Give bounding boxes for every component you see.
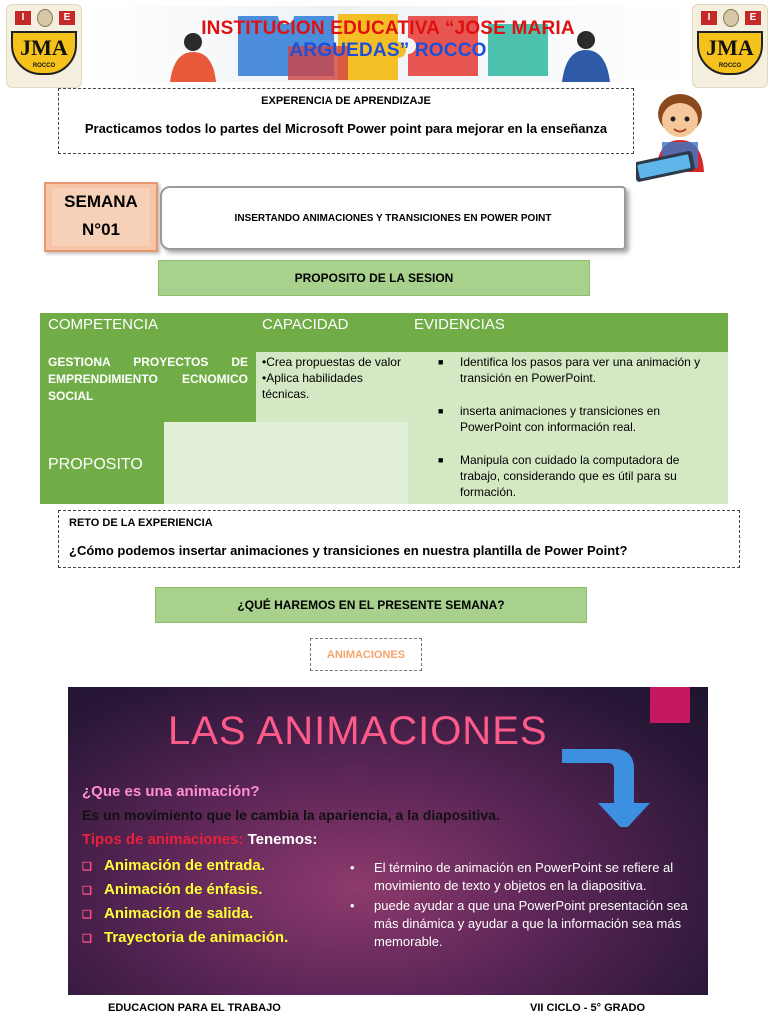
evidencia-item [426, 452, 720, 500]
animation-type-item [82, 857, 288, 874]
experiencia-heading: EXPERENCIA DE APRENDIZAJE [261, 95, 431, 107]
square-bullet-icon: ❑ [82, 885, 92, 897]
semana-label: SEMANA [64, 192, 138, 211]
logo-portrait-icon [723, 9, 739, 27]
experiencia-box [58, 88, 634, 154]
evidencia-item [426, 354, 720, 386]
animaciones-label: ANIMACIONES [310, 638, 422, 671]
slide-definition: Es un movimiento que le cambia la apariencia, a la diapositiva. [82, 807, 500, 823]
bullet-dot-icon: • [350, 860, 355, 875]
student-tablet-illustration [636, 86, 722, 186]
slide-tipos-label: Tipos de animaciones: [82, 831, 244, 848]
semana-number: N°01 [82, 220, 120, 239]
reto-box [58, 510, 740, 568]
header-competencia: COMPETENCIA [48, 316, 159, 333]
evidencia-item [426, 403, 720, 435]
footer-left: EDUCACION PARA EL TRABAJO [108, 1002, 281, 1014]
animation-type-text: Animación de entrada. [104, 857, 265, 874]
evidencia-text: Manipula con cuidado la computadora de trabajo, considerando que es útil para su formación. [460, 453, 680, 499]
logo-bottom-text: ROCCO [718, 63, 742, 69]
square-bullet-icon: ❑ [82, 933, 92, 945]
proposito-label-cell: PROPOSITO [40, 422, 164, 504]
animaciones-slide [68, 687, 708, 995]
square-bullet-icon: ❑ [82, 909, 92, 921]
logo-main-text: JMA [20, 35, 68, 60]
animation-type-text: Trayectoria de animación. [104, 929, 289, 946]
semana-box [44, 182, 158, 252]
capacidad-item: •Crea propuestas de valor [262, 355, 401, 369]
square-bullet-icon: ■ [438, 455, 444, 465]
square-bullet-icon: ■ [438, 357, 444, 367]
school-logo-left [6, 4, 82, 88]
slide-right-bullet [350, 859, 698, 895]
bullet-dot-icon: • [350, 898, 355, 913]
evidencias-cell [408, 352, 728, 504]
footer-right: VII CICLO - 5° GRADO [530, 1002, 646, 1014]
slide-right-bullets [350, 859, 698, 951]
slide-right-text: El término de animación en PowerPoint se refiere al movimiento de texto y objetos en la diapositiva. [374, 860, 674, 893]
logo-letter-e: E [745, 11, 761, 25]
logo-shield [697, 31, 763, 75]
school-title-line1: INSTITUCION EDUCATIVA “JOSE MARIA [201, 18, 575, 39]
slide-tipos-line [82, 831, 317, 848]
animation-type-item [82, 881, 288, 898]
animation-type-text: Animación de énfasis. [104, 881, 263, 898]
logo-letter-e: E [59, 11, 75, 25]
logo-letter-i: I [15, 11, 31, 25]
slide-right-text: puede ayudar a que una PowerPoint presentación sea más dinámica y ayudar a que la información sea más memorable. [374, 898, 688, 949]
logo-bottom-text: ROCCO [32, 63, 56, 69]
session-topic: INSERTANDO ANIMACIONES Y TRANSICIONES EN POWER POINT [160, 186, 626, 250]
reto-question: ¿Cómo podemos insertar animaciones y transiciones en nuestra plantilla de Power Point? [69, 543, 628, 558]
school-title [88, 18, 688, 62]
school-title-line2: ARGUEDAS” ROCCO [289, 40, 487, 61]
logo-portrait-icon [37, 9, 53, 27]
animation-type-item [82, 905, 288, 922]
capacidad-cell [256, 352, 408, 422]
slide-tenemos: Tenemos: [247, 831, 318, 848]
capacidad-item: •Aplica habilidades técnicas. [262, 371, 363, 401]
logo-shield [11, 31, 77, 75]
square-bullet-icon: ■ [438, 406, 444, 416]
reto-heading: RETO DE LA EXPERIENCIA [69, 517, 213, 529]
evidencia-text: inserta animaciones y transiciones en PowerPoint con información real. [460, 404, 661, 434]
school-logo-right [692, 4, 768, 88]
proposito-empty-cell [164, 422, 408, 504]
square-bullet-icon: ❑ [82, 861, 92, 873]
slide-accent-square [650, 687, 690, 723]
animation-type-item [82, 929, 288, 946]
header-banner [88, 6, 688, 82]
logo-main-text: JMA [706, 35, 754, 60]
slide-title: LAS ANIMACIONES [168, 709, 548, 753]
header-capacidad: CAPACIDAD [262, 316, 349, 333]
evidencia-text: Identifica los pasos para ver una animación y transición en PowerPoint. [460, 355, 701, 385]
animation-type-text: Animación de salida. [104, 905, 254, 922]
experiencia-text: Practicamos todos lo partes del Microsoft Power point para mejorar en la enseñanza [84, 121, 608, 136]
competencia-cell: GESTIONA PROYECTOS DE EMPRENDIMIENTO ECNOMICO SOCIAL [40, 352, 256, 422]
slide-right-bullet [350, 897, 698, 951]
curved-arrow-icon [562, 727, 662, 827]
logo-letter-i: I [701, 11, 717, 25]
slide-question: ¿Que es una animación? [82, 783, 260, 800]
header-evidencias: EVIDENCIAS [414, 316, 505, 333]
animation-types-list [82, 857, 288, 946]
competencia-table-header [40, 313, 728, 353]
proposito-sesion-bar: PROPOSITO DE LA SESION [158, 260, 590, 296]
que-haremos-bar: ¿QUÉ HAREMOS EN EL PRESENTE SEMANA? [155, 587, 587, 623]
